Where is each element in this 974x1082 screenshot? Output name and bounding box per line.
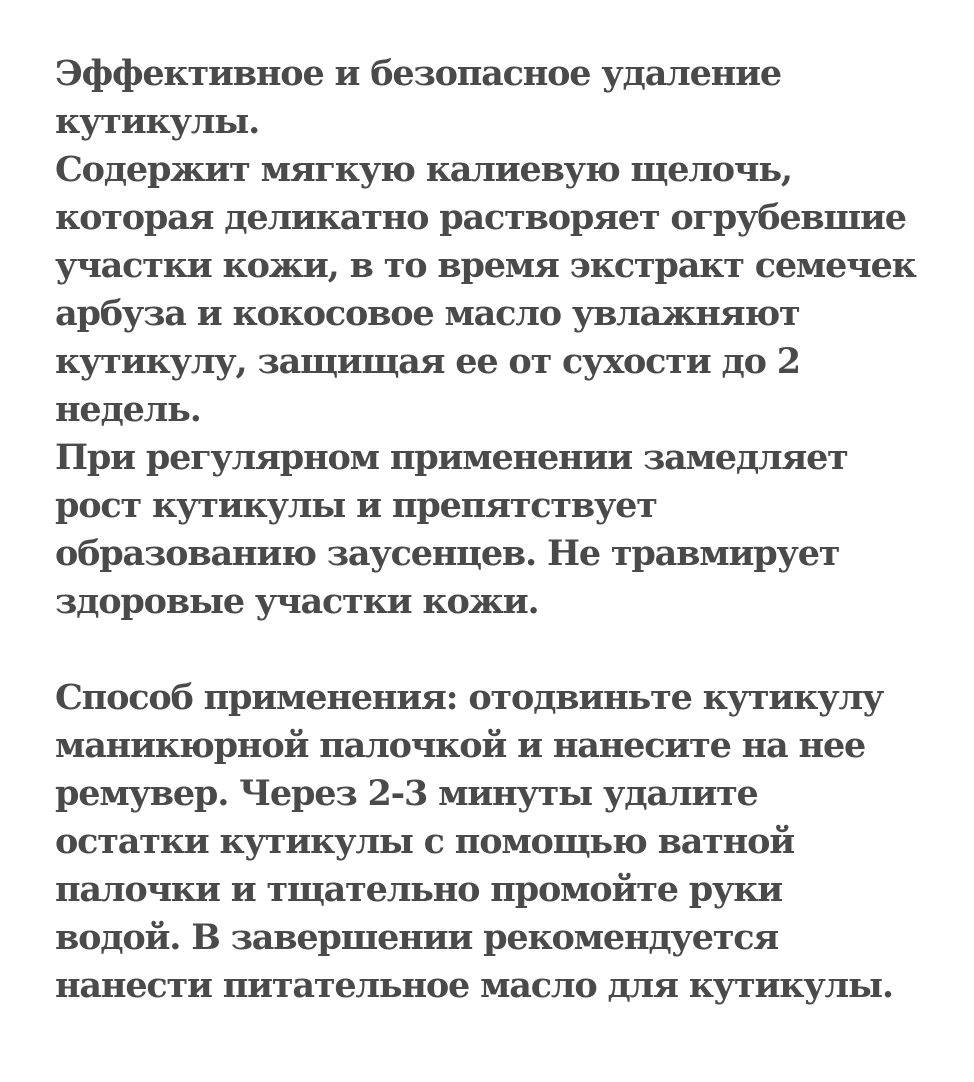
description-line-6: арбуза и кокосовое масло увлажняют [55, 293, 800, 334]
usage-line-1: Способ применения: отодвиньте кутикулу [55, 677, 884, 718]
description-line-2: кутикулы. [55, 101, 260, 142]
usage-line-7: нанести питательное масло для кутикулы. [55, 965, 893, 1006]
description-line-1: Эффективное и безопасное удаление [55, 53, 781, 94]
usage-line-2: маникюрной палочкой и нанесите на нее [55, 725, 866, 766]
usage-line-6: водой. В завершении рекомендуется [55, 917, 779, 958]
description-line-10: рост кутикулы и препятствует [55, 485, 657, 526]
description-line-4: которая деликатно растворяет огрубевшие [55, 197, 906, 238]
paragraph-spacer [55, 626, 955, 674]
description-line-5: участки кожи, в то время экстракт семечек [55, 245, 916, 286]
usage-line-5: палочки и тщательно промойте руки [55, 869, 783, 910]
usage-line-4: остатки кутикулы с помощью ватной [55, 821, 794, 862]
usage-line-3: ремувер. Через 2-3 минуты удалите [55, 773, 758, 814]
description-line-7: кутикулу, защищая ее от сухости до 2 [55, 341, 800, 382]
description-line-3: Содержит мягкую калиевую щелочь, [55, 149, 792, 190]
description-line-12: здоровые участки кожи. [55, 581, 539, 622]
description-line-9: При регулярном применении замедляет [55, 437, 848, 478]
product-description-document [55, 50, 955, 1010]
description-line-11: образованию заусенцев. Не травмирует [55, 533, 840, 574]
description-block [55, 50, 955, 626]
description-line-8: недель. [55, 389, 201, 430]
usage-instructions-block [55, 674, 955, 1010]
